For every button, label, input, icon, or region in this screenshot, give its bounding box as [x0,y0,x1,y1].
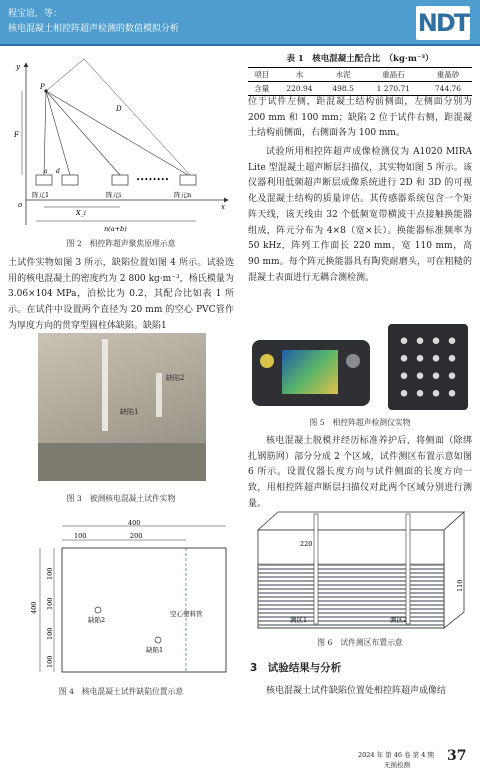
element-width-label: a [44,168,48,175]
right-column-paragraph-2: 试验所用相控阵超声成像检测仪为 A1020 MIRA Lite 型混凝土超声断层扫描仪，其实物如图 5 所示。该仪器利用低频超声断层成像系统进行 2D 和 3D 的可视化及混凝土结构的质量评估。其传感器系统包含一个矩阵天线，该天线由 32 个低频宽带横波干点接触换能器组成，阵元分布为 4×8（宽×长）。换能器标准频率为 50 kHz，阵列工作面长 220 mm，宽 110 mm，高 90 mm。每个阵元换能器具有陶瓷耐磨头，可在粗糙的混凝土表面进行无耦合测检测。 [248,147,472,283]
xi-label: X_i [76,209,86,217]
element-i-label: 阵元i [106,191,122,199]
width-200-label: 200 [130,532,143,540]
focus-point-label: P [40,83,45,91]
instrument-body [252,340,370,406]
journal-name: 无损检测 [384,761,410,769]
header-rule [0,44,480,46]
pvc-pipe-label: 空心塑料管 [170,610,203,618]
fig4-caption: 图 4 核电混凝土试件缺陷位置示意 [58,687,184,696]
span-label: n(a+b) [104,225,127,233]
height-100-d: 100 [46,655,54,668]
element-n-label: 阵元n [174,191,192,199]
y-axis-label: y [16,63,20,71]
table-header: 重晶石 [363,68,424,82]
defect-position-diagram [30,518,230,676]
specimen-photo [38,333,206,481]
section-3-title: 3 试验结果与分析 [250,662,342,674]
focusing-principle-diagram [8,55,234,233]
running-title: 核电混凝土相控阵超声检测的数值模拟分析 [8,24,180,34]
table-cell: 744.76 [424,82,472,96]
table-cell: 1 270.71 [363,82,424,96]
table-row [248,82,472,96]
height-100-b: 100 [46,597,54,610]
height-100-c: 100 [46,627,54,640]
photo-defect2-label: 缺陷2 [166,374,185,382]
table-header: 水 [275,68,323,82]
x-axis-label: x [221,203,225,211]
issue-info: 2024 年 第 46 卷 第 4 期 [358,751,434,759]
table-header-row [248,68,472,82]
instrument-knob-icon [260,354,274,368]
table-header: 重晶砂 [424,68,472,82]
right-column-paragraph-3: 核电混凝土脱模并经历标准养护后，将侧面（除绑扎钢筋网）部分分成 2 个区域，试件测区布置示意如图 6 所示。设置仪器长度方向与试件侧面的长度方向一致，用相控阵超声断层扫描仪对此两个区域分别进行测量。 [248,436,472,509]
distance-label: D [116,105,122,113]
table-header: 项目 [248,68,275,82]
table-cell: 220.94 [275,82,323,96]
table-header: 水泥 [323,68,362,82]
focal-depth-label: F [14,131,19,139]
defect1-label: 缺陷1 [146,646,164,654]
page-number: 37 [447,748,467,764]
instrument-knob-icon [346,354,360,368]
element-gap-label: d [56,168,60,175]
table1-title: 表 1 核电混凝土配合比 （kg·m⁻³） [286,54,434,64]
zone-1-label: 测区1 [290,616,308,624]
left-column-paragraph: 土试件实物如图 3 所示，缺陷位置如图 4 所示。试验选用的核电混凝土的密度约为 2 800 kg·m⁻³，杨氏模量为 3.06×104 MPa，泊松比为 0.2，其配合比如表 1 所示。在试件中设置两个直径为 20 mm 的空心 PVC管作为厚度方向的贯穿型圆柱体缺陷。缺陷1 [8,258,234,331]
instrument-photo [252,322,470,412]
ellipsis-dots: •••••••• [136,176,170,184]
fig6-caption: 图 6 试件测区布置示意 [317,638,403,647]
pvc-tube-1 [102,339,108,431]
width-400-label: 400 [128,519,141,527]
width-100-label: 100 [74,532,87,540]
table-cell: 498.5 [323,82,362,96]
element-1-label: 阵元1 [32,191,50,199]
height-400-label: 400 [30,601,38,614]
instrument-screen [282,350,338,394]
transducer-elements [396,332,460,402]
running-authors: 程宝谊，等： [8,9,63,19]
fig5-caption: 图 5 相控阵超声检测仪实物 [309,418,411,427]
transducer-array [388,324,468,410]
fig2-caption: 图 2 相控阵超声聚焦原理示意 [66,239,176,248]
height-100-a: 100 [46,567,54,580]
pvc-tube-2 [156,373,162,417]
table-cell: 含量 [248,82,275,96]
right-column-paragraph-4: 核电混凝土试件缺陷位置处相控阵超声成像结 [266,686,447,696]
photo-base [38,443,206,481]
height-220-label: 220 [300,540,313,548]
test-zone-diagram [250,500,472,630]
mix-ratio-table [248,67,472,96]
ndt-logo: NDT [416,6,470,40]
fig3-caption: 图 3 被测核电混凝土试件实物 [66,494,176,503]
zone-2-label: 测区2 [390,616,408,624]
photo-defect1-label: 缺陷1 [120,408,139,416]
origin-label: o [18,201,23,209]
right-column-paragraph-1: 位于试件左侧，距混凝土结构前侧面，左侧面分别为 200 mm 和 100 mm；缺陷 2 位于试件右侧，距混凝土结构前侧面，右侧面各为 100 mm。 [248,97,472,139]
height-110-label: 110 [456,579,464,592]
defect2-label: 缺陷2 [88,616,106,624]
